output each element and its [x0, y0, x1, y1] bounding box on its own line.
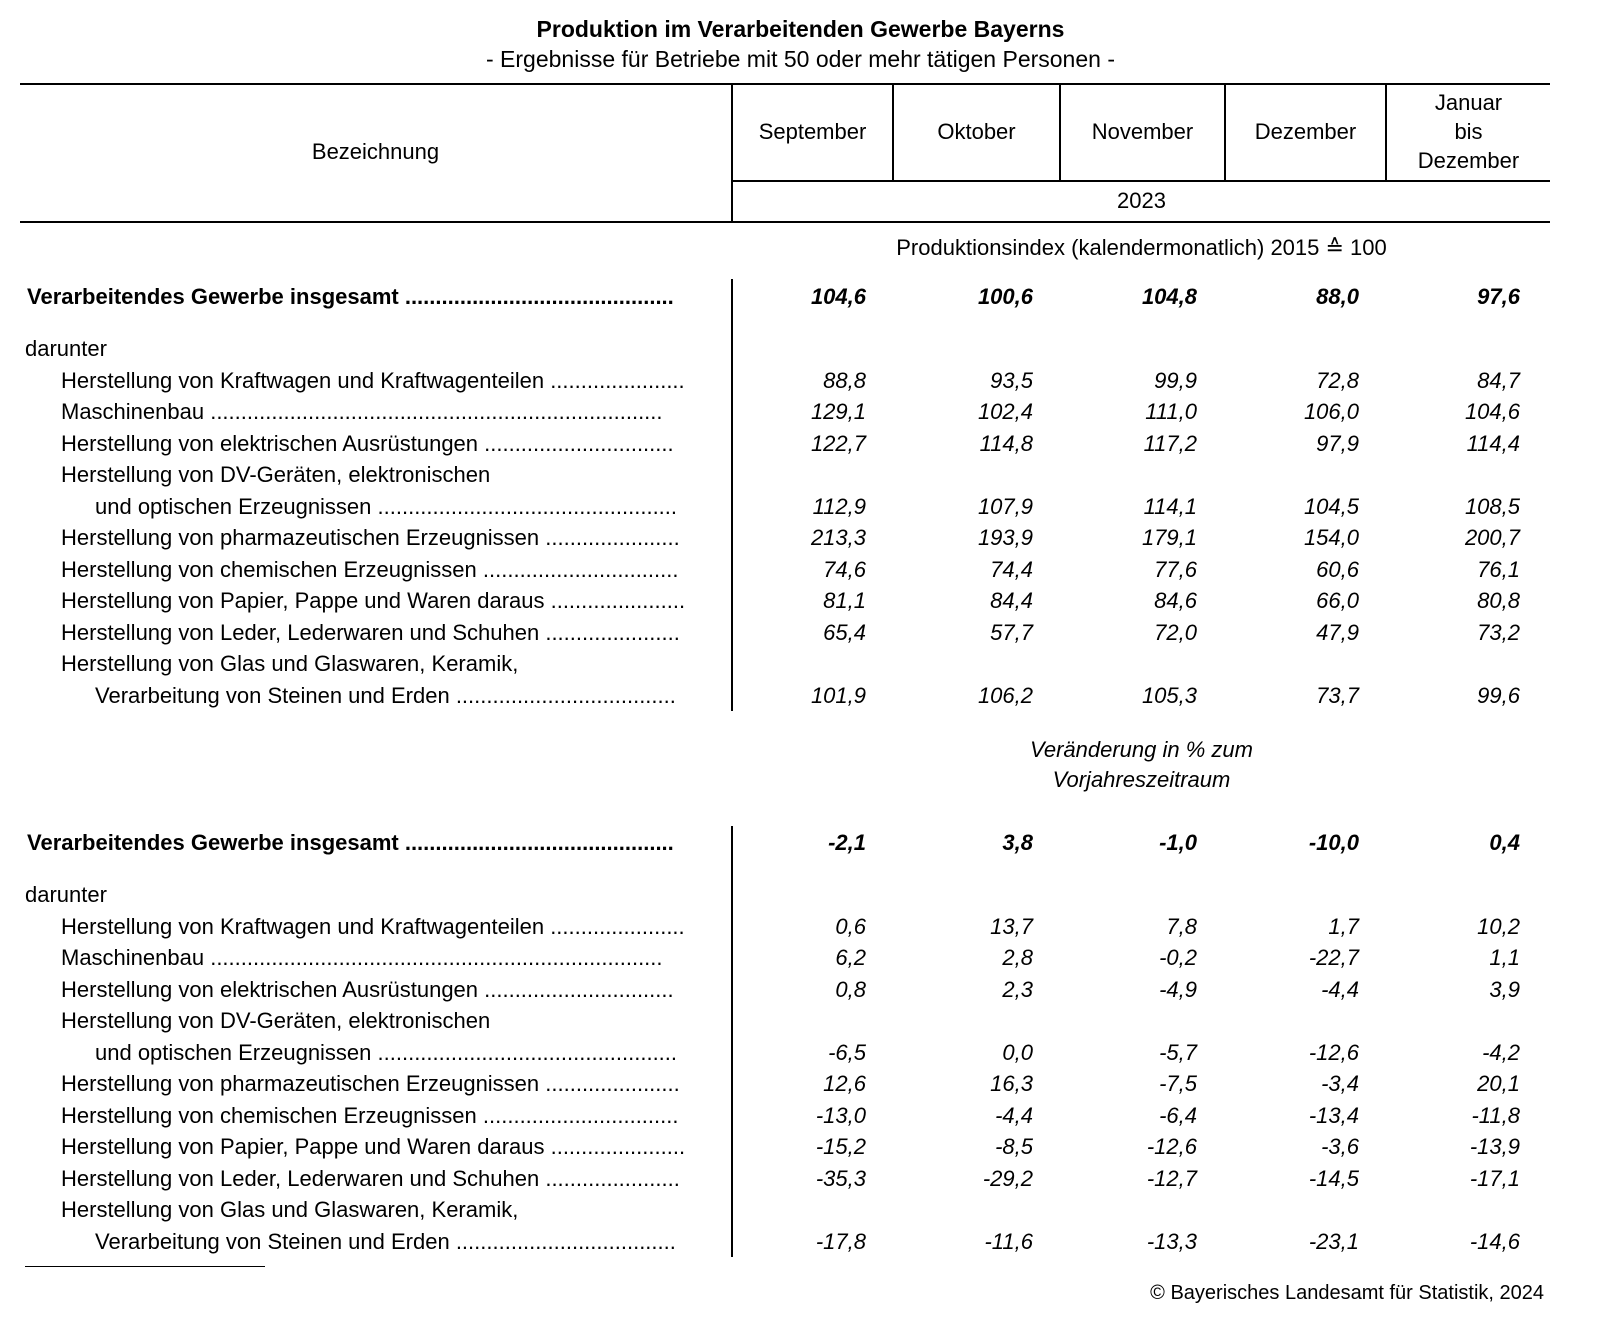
header-month-rule	[733, 180, 1550, 182]
header-bottom-rule	[20, 221, 1550, 223]
header-jan-dec	[1387, 88, 1550, 175]
cell-value: -12,7	[1146, 1165, 1197, 1191]
cell-value: 12,6	[823, 1071, 866, 1096]
row-label-continuation: und optischen Erzeugnissen .................................................	[95, 493, 678, 519]
row-label: Herstellung von elektrischen Ausrüstungen ...............................	[61, 976, 674, 1002]
cell-value: 102,4	[977, 399, 1033, 424]
header-month-november: November	[1091, 119, 1194, 144]
header-month-september: September	[758, 119, 867, 144]
cell-value: 117,2	[1143, 430, 1197, 456]
header-bezeichnung: Bezeichnung	[311, 139, 440, 164]
header-jan-dec-line: Dezember	[1417, 148, 1520, 173]
cell-value: 66,0	[1316, 588, 1359, 613]
cell-value: 129,1	[810, 399, 866, 424]
section1-divider	[731, 279, 733, 711]
section2-unit-line: Vorjahreszeitraum	[1052, 767, 1231, 792]
cell-value: 84,4	[990, 588, 1033, 613]
cell-value-total: 104,8	[1141, 284, 1197, 309]
cell-value: 0,0	[1002, 1039, 1033, 1065]
header-month-oktober: Oktober	[937, 119, 1016, 144]
cell-value: 99,6	[1477, 682, 1520, 708]
cell-value: 179,1	[1141, 525, 1197, 550]
cell-value: 10,2	[1477, 913, 1520, 939]
cell-value: -15,2	[815, 1134, 866, 1159]
row-label-continuation: Verarbeitung von Steinen und Erden ....................................	[95, 682, 676, 708]
cell-value: -0,2	[1159, 945, 1197, 970]
page-subtitle: - Ergebnisse für Betriebe mit 50 oder mehr tätigen Personen -	[486, 46, 1115, 72]
cell-value: 84,7	[1477, 367, 1520, 393]
cell-value: 72,0	[1154, 619, 1197, 645]
cell-value: 57,7	[990, 619, 1033, 645]
cell-value: 6,2	[835, 945, 866, 970]
cell-value-total: 104,6	[810, 284, 866, 309]
page-title: Produktion im Verarbeitenden Gewerbe Bayerns	[536, 16, 1065, 42]
row-label: Herstellung von Leder, Lederwaren und Schuhen ......................	[61, 1165, 680, 1191]
cell-value: -35,3	[815, 1165, 866, 1191]
cell-value: -17,1	[1469, 1165, 1520, 1191]
cell-value-total: -2,1	[828, 830, 866, 855]
cell-value: -22,7	[1308, 945, 1359, 970]
cell-value: -3,6	[1321, 1134, 1359, 1159]
cell-value: 72,8	[1316, 367, 1359, 393]
cell-value: 200,7	[1464, 525, 1520, 550]
section2-unit-line: Veränderung in % zum	[1030, 737, 1253, 762]
cell-value: 73,7	[1316, 682, 1359, 708]
cell-value: 108,5	[1464, 493, 1520, 519]
header-year: 2023	[1117, 188, 1166, 213]
cell-value: -3,4	[1321, 1071, 1359, 1096]
cell-value: 47,9	[1316, 619, 1359, 645]
cell-value: -11,6	[984, 1228, 1033, 1254]
cell-value: 112,9	[812, 493, 866, 519]
row-label: Herstellung von Glas und Glaswaren, Keramik,	[61, 1197, 519, 1222]
cell-value-total: 97,6	[1477, 284, 1520, 309]
cell-value: -4,4	[1321, 976, 1359, 1002]
cell-value: 60,6	[1316, 556, 1359, 582]
cell-value: -11,8	[1471, 1102, 1520, 1128]
row-label: Herstellung von Glas und Glaswaren, Keramik,	[61, 651, 519, 676]
cell-value: 1,7	[1328, 913, 1359, 939]
cell-value: -6,4	[1159, 1102, 1197, 1128]
cell-value: -5,7	[1159, 1039, 1197, 1065]
cell-value: -4,9	[1159, 976, 1197, 1002]
cell-value: 213,3	[810, 525, 866, 550]
row-label-continuation: Verarbeitung von Steinen und Erden ....................................	[95, 1228, 676, 1254]
cell-value: 0,8	[835, 976, 866, 1002]
cell-value: 74,6	[823, 556, 866, 582]
header-jan-dec-line: bis	[1454, 119, 1483, 144]
cell-value: 2,3	[1002, 976, 1033, 1002]
cell-value: 106,0	[1303, 399, 1359, 424]
cell-value-total: -10,0	[1308, 830, 1359, 855]
row-label-total: Verarbeitendes Gewerbe insgesamt ............................................	[27, 830, 674, 855]
row-label: Maschinenbau ..........................................................................	[61, 399, 663, 424]
cell-value: -13,4	[1308, 1102, 1359, 1128]
cell-value: 1,1	[1489, 945, 1520, 970]
row-label: Herstellung von pharmazeutischen Erzeugnissen ......................	[61, 1071, 680, 1096]
cell-value: -23,1	[1308, 1228, 1359, 1254]
cell-value: 81,1	[823, 588, 866, 613]
cell-value: 122,7	[810, 430, 866, 456]
cell-value: 193,9	[977, 525, 1033, 550]
header-top-rule	[20, 83, 1550, 85]
cell-value: 3,9	[1489, 976, 1520, 1002]
cell-value: 2,8	[1002, 945, 1033, 970]
cell-value: 84,6	[1154, 588, 1197, 613]
row-label: Herstellung von Papier, Pappe und Waren daraus ......................	[61, 588, 686, 613]
copyright: © Bayerisches Landesamt für Statistik, 2024	[1150, 1282, 1544, 1304]
cell-value: -4,2	[1482, 1039, 1520, 1065]
cell-value: 104,5	[1303, 493, 1359, 519]
cell-value: 80,8	[1477, 588, 1520, 613]
row-label: Herstellung von chemischen Erzeugnissen ................................	[61, 1102, 679, 1128]
cell-value-total: 3,8	[1002, 830, 1033, 855]
row-label: Herstellung von Papier, Pappe und Waren daraus ......................	[61, 1134, 686, 1159]
cell-value: -4,4	[995, 1102, 1033, 1128]
cell-value: 73,2	[1477, 619, 1520, 645]
row-label: Herstellung von chemischen Erzeugnissen ................................	[61, 556, 679, 582]
cell-value: 107,9	[977, 493, 1033, 519]
row-label: Maschinenbau ..........................................................................	[61, 945, 663, 970]
cell-value: 114,8	[979, 430, 1033, 456]
cell-value: 16,3	[990, 1071, 1033, 1096]
cell-value-total: -1,0	[1159, 830, 1197, 855]
cell-value: -13,9	[1469, 1134, 1520, 1159]
cell-value: -13,3	[1146, 1228, 1197, 1254]
cell-value: 77,6	[1154, 556, 1197, 582]
section1-unit: Produktionsindex (kalendermonatlich) 2015 ≙ 100	[896, 235, 1387, 260]
row-label: Herstellung von Kraftwagen und Kraftwagenteilen ......................	[61, 913, 685, 939]
section2-unit	[733, 735, 1550, 795]
footnote-rule	[25, 1266, 265, 1267]
cell-value: 114,4	[1466, 430, 1520, 456]
cell-value: 7,8	[1166, 913, 1197, 939]
darunter-label: darunter	[25, 336, 107, 361]
header-jan-dec-line: Januar	[1434, 90, 1503, 115]
row-label: Herstellung von pharmazeutischen Erzeugnissen ......................	[61, 525, 680, 550]
cell-value: 76,1	[1477, 556, 1520, 582]
cell-value-total: 100,6	[977, 284, 1033, 309]
cell-value: 114,1	[1143, 493, 1197, 519]
cell-value: -13,0	[815, 1102, 866, 1128]
cell-value: 20,1	[1477, 1071, 1520, 1096]
cell-value: 106,2	[977, 682, 1033, 708]
cell-value-total: 88,0	[1316, 284, 1359, 309]
row-label: Herstellung von DV-Geräten, elektronischen	[61, 1008, 491, 1033]
cell-value: 88,8	[823, 367, 866, 393]
cell-value: -12,6	[1146, 1134, 1197, 1159]
cell-value: 111,0	[1145, 399, 1197, 424]
cell-value: 74,4	[990, 556, 1033, 582]
row-label: Herstellung von elektrischen Ausrüstungen ...............................	[61, 430, 674, 456]
cell-value: 101,9	[810, 682, 866, 708]
cell-value: -29,2	[982, 1165, 1033, 1191]
row-label: Herstellung von DV-Geräten, elektronischen	[61, 462, 491, 487]
row-label-continuation: und optischen Erzeugnissen .................................................	[95, 1039, 678, 1065]
cell-value: 97,9	[1316, 430, 1359, 456]
cell-value: 0,6	[835, 913, 866, 939]
section2-divider	[731, 826, 733, 1257]
cell-value: -14,5	[1308, 1165, 1359, 1191]
cell-value: -14,6	[1469, 1228, 1520, 1254]
cell-value: -8,5	[995, 1134, 1033, 1159]
row-label-total: Verarbeitendes Gewerbe insgesamt ............................................	[27, 284, 674, 309]
cell-value: 13,7	[990, 913, 1033, 939]
cell-value: -17,8	[815, 1228, 866, 1254]
cell-value: 105,3	[1141, 682, 1197, 708]
cell-value: 99,9	[1154, 367, 1197, 393]
darunter-label: darunter	[25, 882, 107, 907]
cell-value-total: 0,4	[1489, 830, 1520, 855]
cell-value: -12,6	[1308, 1039, 1359, 1065]
cell-value: 93,5	[990, 367, 1033, 393]
cell-value: 154,0	[1303, 525, 1359, 550]
header-month-dezember: Dezember	[1254, 119, 1357, 144]
row-label: Herstellung von Leder, Lederwaren und Schuhen ......................	[61, 619, 680, 645]
cell-value: 65,4	[823, 619, 866, 645]
row-label: Herstellung von Kraftwagen und Kraftwagenteilen ......................	[61, 367, 685, 393]
cell-value: -6,5	[828, 1039, 866, 1065]
cell-value: -7,5	[1159, 1071, 1197, 1096]
cell-value: 104,6	[1464, 399, 1520, 424]
